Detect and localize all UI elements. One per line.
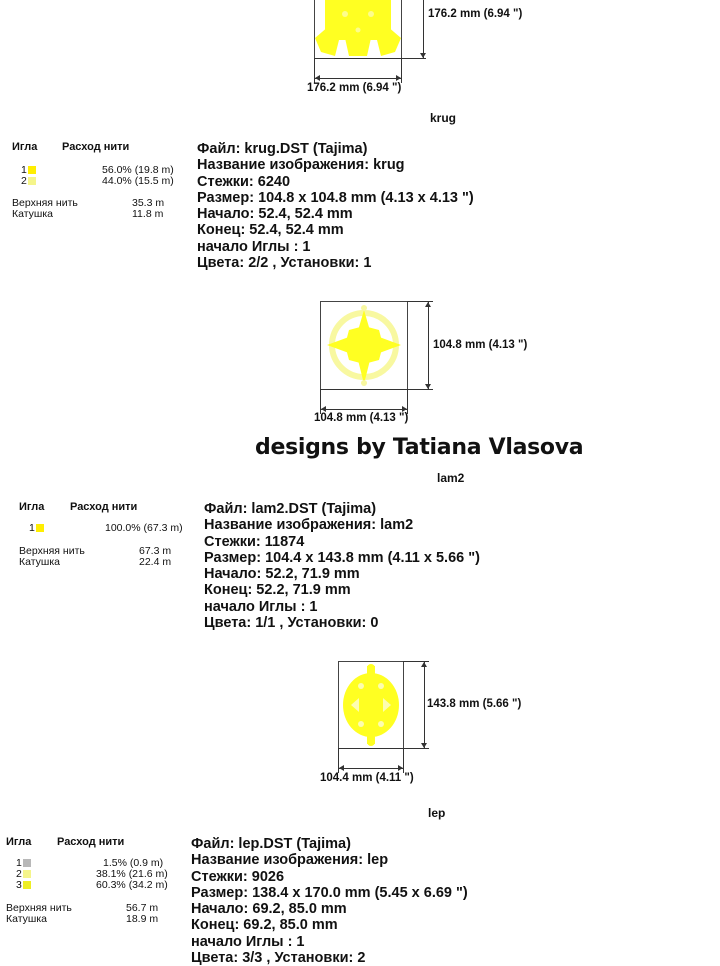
design-caption: krug [430, 111, 457, 125]
extension-line [401, 59, 402, 83]
needle-number: 1 [29, 522, 35, 534]
needle-start-line: начало Иглы : 1 [197, 238, 311, 255]
size-line: Размер: 104.4 x 143.8 mm (4.11 x 5.66 ") [204, 549, 480, 566]
needle-usage: 38.1% (21.6 m) [96, 868, 168, 880]
needle-row [21, 176, 36, 187]
arrow-right-icon [396, 75, 401, 81]
bobbin-value: 11.8 m [132, 208, 164, 220]
top-thread-value: 67.3 m [139, 545, 172, 557]
file-line: Файл: lam2.DST (Tajima) [204, 501, 377, 517]
start-line: Начало: 69.2, 85.0 mm [191, 901, 347, 918]
arrow-right-icon [398, 765, 403, 771]
needle-number: 1 [16, 857, 22, 869]
thread-color-swatch [23, 870, 31, 878]
arrow-down-icon [421, 743, 427, 748]
arrow-up-icon [425, 302, 431, 307]
bobbin-label: Катушка [19, 556, 60, 568]
arrow-left-icon [339, 765, 344, 771]
thread-color-swatch [36, 524, 44, 532]
width-label: 104.4 mm (4.11 ") [320, 772, 414, 784]
top-thread-value: 56.7 m [126, 902, 159, 914]
width-dimension-line [338, 768, 404, 769]
needle-number: 2 [21, 175, 27, 187]
size-line: Размер: 138.4 x 170.0 mm (5.45 x 6.69 ") [191, 884, 468, 901]
needle-usage: 1.5% (0.9 m) [103, 857, 164, 869]
needle-usage: 60.3% (34.2 m) [96, 879, 168, 891]
bobbin-label: Катушка [12, 208, 53, 220]
design-caption: lep [428, 806, 446, 820]
thread-color-swatch [28, 177, 36, 185]
stitches-line: Стежки: 11874 [204, 533, 305, 550]
design-caption: lam2 [437, 471, 465, 485]
thread-color-swatch [23, 881, 31, 889]
stitches-line: Стежки: 6240 [197, 173, 291, 190]
usage-header: Расход нити [70, 501, 138, 513]
thread-color-swatch [28, 166, 36, 174]
width-label: 176.2 mm (6.94 ") [307, 82, 402, 94]
width-dimension-line [314, 78, 402, 79]
arrow-up-icon [421, 662, 427, 667]
needle-number: 1 [21, 164, 27, 176]
needle-usage: 100.0% (67.3 m) [105, 522, 183, 534]
thread-color-swatch [23, 859, 31, 867]
usage-header: Расход нити [62, 141, 130, 153]
image-name-line: Название изображения: krug [197, 157, 405, 174]
image-name-line: Название изображения: lam2 [204, 517, 414, 534]
needle-header: Игла [19, 501, 45, 513]
width-dimension-line [320, 409, 408, 410]
bobbin-label: Катушка [6, 913, 47, 925]
needle-row [29, 523, 44, 534]
needle-header: Игла [12, 141, 38, 153]
colors-line: Цвета: 1/1 , Установки: 0 [204, 615, 379, 632]
height-label: 104.8 mm (4.13 ") [433, 339, 528, 351]
usage-header: Расход нити [57, 836, 125, 848]
width-label: 104.8 mm (4.13 ") [314, 412, 409, 424]
top-thread-label: Верхняя нить [12, 197, 78, 209]
size-line: Размер: 104.8 x 104.8 mm (4.13 x 4.13 ") [197, 189, 474, 206]
height-label: 176.2 mm (6.94 ") [428, 8, 523, 20]
height-dimension-line [423, 0, 424, 58]
embroidery-design-image [321, 302, 407, 389]
design-info [191, 836, 468, 966]
file-line: Файл: lep.DST (Tajima) [191, 836, 351, 852]
file-line: Файл: krug.DST (Tajima) [197, 141, 368, 157]
watermark: designs by Tatiana Vlasova [255, 435, 584, 460]
needle-start-line: начало Иглы : 1 [204, 598, 318, 615]
bobbin-value: 18.9 m [126, 913, 159, 925]
needle-usage: 56.0% (19.8 m) [102, 164, 174, 176]
dimension-baseline [338, 748, 429, 749]
needle-usage: 44.0% (15.5 m) [102, 175, 174, 187]
extension-line [403, 749, 404, 773]
end-line: Конец: 52.4, 52.4 mm [197, 222, 344, 239]
top-thread-label: Верхняя нить [19, 545, 85, 557]
embroidery-design-image [315, 0, 401, 58]
arrow-down-icon [420, 53, 426, 58]
needle-header: Игла [6, 836, 32, 848]
extension-line [407, 390, 408, 414]
needle-row [16, 880, 31, 891]
design-info [204, 501, 480, 631]
dimension-baseline [320, 389, 433, 390]
top-thread-label: Верхняя нить [6, 902, 72, 914]
colors-line: Цвета: 3/3 , Установки: 2 [191, 950, 366, 966]
needle-start-line: начало Иглы : 1 [191, 933, 305, 950]
height-dimension-line [424, 662, 425, 748]
height-label: 143.8 mm (5.66 ") [427, 698, 522, 710]
arrow-down-icon [425, 384, 431, 389]
embroidery-design-image [339, 662, 403, 748]
top-thread-value: 35.3 m [132, 197, 165, 209]
arrow-left-icon [315, 75, 320, 81]
bobbin-value: 22.4 m [139, 556, 172, 568]
colors-line: Цвета: 2/2 , Установки: 1 [197, 255, 372, 272]
image-name-line: Название изображения: lep [191, 852, 389, 869]
design-info [197, 141, 474, 271]
end-line: Конец: 52.2, 71.9 mm [204, 582, 351, 599]
stitches-line: Стежки: 9026 [191, 868, 285, 885]
start-line: Начало: 52.2, 71.9 mm [204, 566, 360, 583]
height-dimension-line [428, 302, 429, 389]
end-line: Конец: 69.2, 85.0 mm [191, 917, 338, 934]
needle-number: 2 [16, 868, 22, 880]
needle-number: 3 [16, 879, 22, 891]
start-line: Начало: 52.4, 52.4 mm [197, 206, 353, 223]
dimension-baseline [314, 58, 426, 59]
